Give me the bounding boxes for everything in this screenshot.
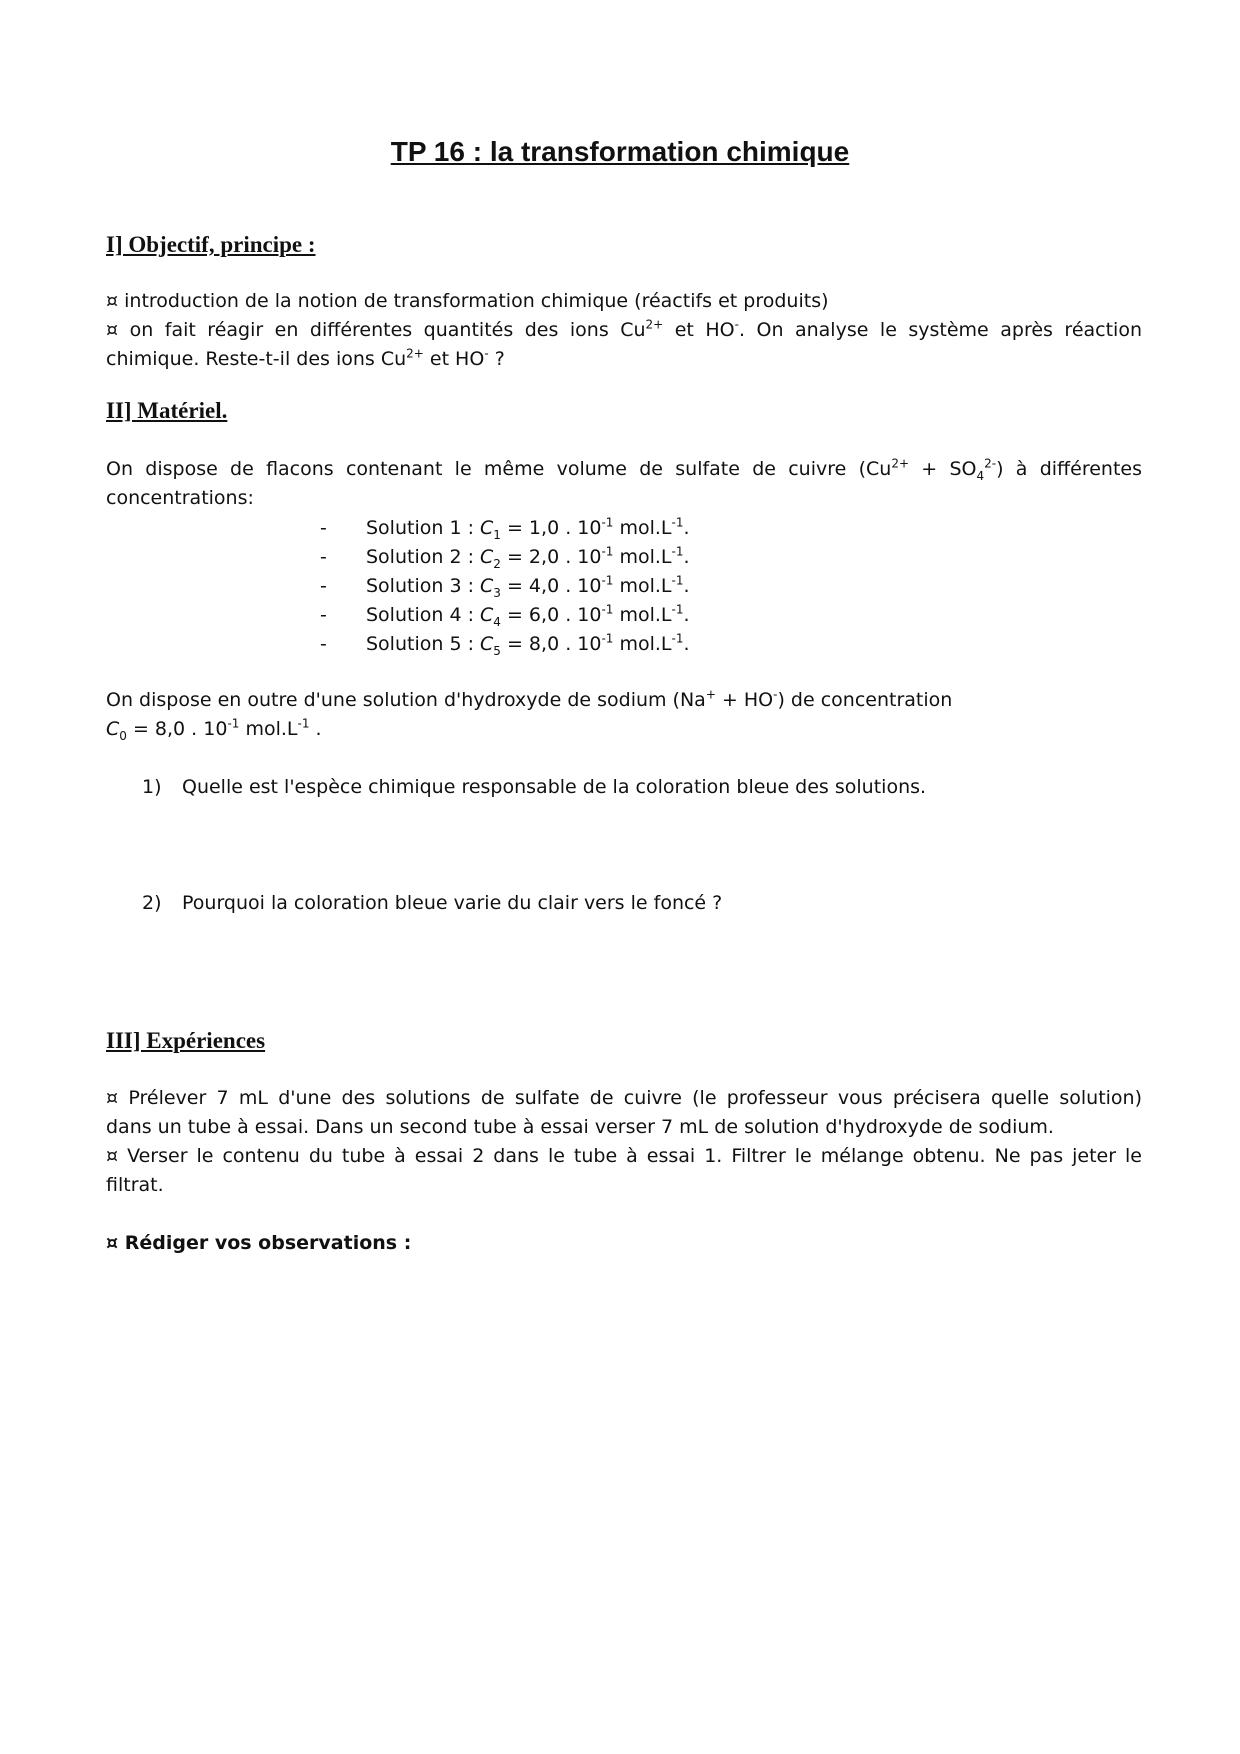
superscript: 2+ — [891, 456, 910, 471]
dash-bullet: - — [320, 633, 327, 655]
objectif-line-3 — [106, 345, 1142, 374]
solution-unit: mol.L — [613, 633, 672, 655]
objectif-text-2a: on fait réagir en différentes quantités des ions Cu — [129, 319, 646, 341]
superscript: - — [773, 687, 778, 702]
list-item — [320, 514, 690, 543]
superscript: -1 — [601, 515, 614, 530]
superscript: -1 — [671, 515, 684, 530]
list-item — [320, 630, 690, 659]
concentration-symbol: C — [106, 718, 120, 740]
solution-label: Solution 2 : — [366, 546, 481, 568]
subscript: 4 — [493, 614, 501, 629]
solution-label: Solution 4 : — [366, 604, 481, 626]
c0-value: = 8,0 . 10 — [126, 718, 228, 740]
subscript: 1 — [493, 527, 501, 542]
superscript: -1 — [601, 631, 614, 646]
naoh-line-2 — [106, 715, 1142, 744]
objectif-text-2b: et HO — [663, 319, 735, 341]
subscript: 5 — [493, 643, 501, 658]
concentration-symbol: C — [480, 517, 494, 539]
superscript: -1 — [671, 544, 684, 559]
concentration-symbol: C — [480, 546, 494, 568]
section-heading-experiences: III] Expériences — [106, 1028, 266, 1053]
period: . — [683, 633, 690, 655]
c0-unit: mol.L — [239, 718, 298, 740]
experiences-text-1: Prélever 7 mL d'une des solutions de sulfate de cuivre (le professeur vous précisera quelle solution) — [128, 1087, 1142, 1109]
superscript: + — [705, 687, 716, 702]
superscript: 2- — [984, 456, 997, 471]
solution-label: Solution 1 : — [366, 517, 481, 539]
materiel-intro-a: On dispose de flacons contenant le même volume de sulfate de cuivre (Cu — [106, 458, 892, 480]
section-heading-objectif: I] Objectif, principe : — [106, 232, 316, 257]
materiel-intro-c: ) à différentes — [996, 458, 1143, 480]
solution-label: Solution 5 : — [366, 633, 481, 655]
objectif-text-1: introduction de la notion de transformation chimique (réactifs et produits) — [124, 290, 829, 312]
solution-unit: mol.L — [613, 546, 672, 568]
question-text: Pourquoi la coloration bleue varie du clair vers le foncé ? — [182, 892, 723, 914]
question-text: Quelle est l'espèce chimique responsable de la coloration bleue des solutions. — [182, 776, 927, 798]
solution-unit: mol.L — [613, 604, 672, 626]
period: . — [683, 575, 690, 597]
objectif-text-3a: chimique. Reste-t-il des ions Cu — [106, 348, 407, 370]
dash-bullet: - — [320, 517, 327, 539]
superscript: - — [734, 317, 739, 332]
superscript: -1 — [671, 602, 684, 617]
superscript: -1 — [601, 573, 614, 588]
experiences-line-2: dans un tube à essai. Dans un second tube à essai verser 7 mL de solution d'hydroxyde de sodium. — [106, 1116, 1054, 1138]
page-title: TP 16 : la transformation chimique — [390, 136, 850, 167]
concentration-symbol: C — [480, 633, 494, 655]
question-number: 1) — [142, 776, 162, 798]
solution-unit: mol.L — [613, 575, 672, 597]
superscript: -1 — [671, 631, 684, 646]
list-item — [320, 543, 690, 572]
period: . — [309, 718, 322, 740]
dash-bullet: - — [320, 575, 327, 597]
question-2 — [142, 889, 722, 918]
list-item — [320, 572, 690, 601]
superscript: -1 — [227, 716, 240, 731]
superscript: -1 — [601, 544, 614, 559]
materiel-intro-line-1 — [106, 455, 1142, 484]
objectif-line-1 — [106, 287, 1142, 316]
solutions-list — [320, 514, 690, 659]
experiences-line-4: filtrat. — [106, 1174, 164, 1196]
period: . — [683, 517, 690, 539]
superscript: 2+ — [645, 317, 664, 332]
observations-text: Rédiger vos observations : — [124, 1232, 412, 1254]
superscript: -1 — [671, 573, 684, 588]
concentration-symbol: C — [480, 575, 494, 597]
question-1 — [142, 773, 926, 802]
subscript: 4 — [976, 468, 985, 483]
objectif-text-2c: . On analyse le système après réaction — [738, 319, 1142, 341]
objectif-line-2 — [106, 316, 1142, 345]
dash-bullet: - — [320, 604, 327, 626]
naoh-text-b: + HO — [715, 689, 774, 711]
solution-value: = 8,0 . 10 — [500, 633, 602, 655]
superscript: -1 — [297, 716, 310, 731]
experiences-text-3: Verser le contenu du tube à essai 2 dans le tube à essai 1. Filtrer le mélange obtenu. Ne pas jeter le — [127, 1145, 1142, 1167]
superscript: -1 — [601, 602, 614, 617]
solution-label: Solution 3 : — [366, 575, 481, 597]
materiel-intro-line-2: concentrations: — [106, 487, 254, 509]
period: . — [683, 546, 690, 568]
subscript: 0 — [119, 728, 127, 743]
subscript: 3 — [493, 585, 501, 600]
experiences-line-1 — [106, 1084, 1142, 1113]
bullet-icon: ¤ — [106, 290, 119, 312]
bullet-icon: ¤ — [106, 1087, 119, 1109]
naoh-text-a: On dispose en outre d'une solution d'hydroxyde de sodium (Na — [106, 689, 706, 711]
solution-value: = 1,0 . 10 — [500, 517, 602, 539]
solution-value: = 4,0 . 10 — [500, 575, 602, 597]
objectif-text-3b: et HO — [423, 348, 485, 370]
dash-bullet: - — [320, 546, 327, 568]
materiel-intro-b: + SO — [909, 458, 977, 480]
concentration-symbol: C — [480, 604, 494, 626]
superscript: - — [484, 346, 489, 361]
experiences-line-3 — [106, 1142, 1142, 1171]
naoh-text-c: ) de concentration — [777, 689, 953, 711]
bullet-icon: ¤ — [106, 1232, 119, 1254]
naoh-line-1 — [106, 686, 1142, 715]
solution-unit: mol.L — [613, 517, 672, 539]
bullet-icon: ¤ — [106, 319, 119, 341]
section-heading-materiel: II] Matériel. — [106, 398, 228, 423]
superscript: 2+ — [406, 346, 424, 361]
objectif-text-3c: ? — [488, 348, 505, 370]
solution-value: = 2,0 . 10 — [500, 546, 602, 568]
observations-prompt — [106, 1229, 1142, 1258]
period: . — [683, 604, 690, 626]
solution-value: = 6,0 . 10 — [500, 604, 602, 626]
list-item — [320, 601, 690, 630]
subscript: 2 — [493, 556, 501, 571]
question-number: 2) — [142, 892, 162, 914]
bullet-icon: ¤ — [106, 1145, 119, 1167]
